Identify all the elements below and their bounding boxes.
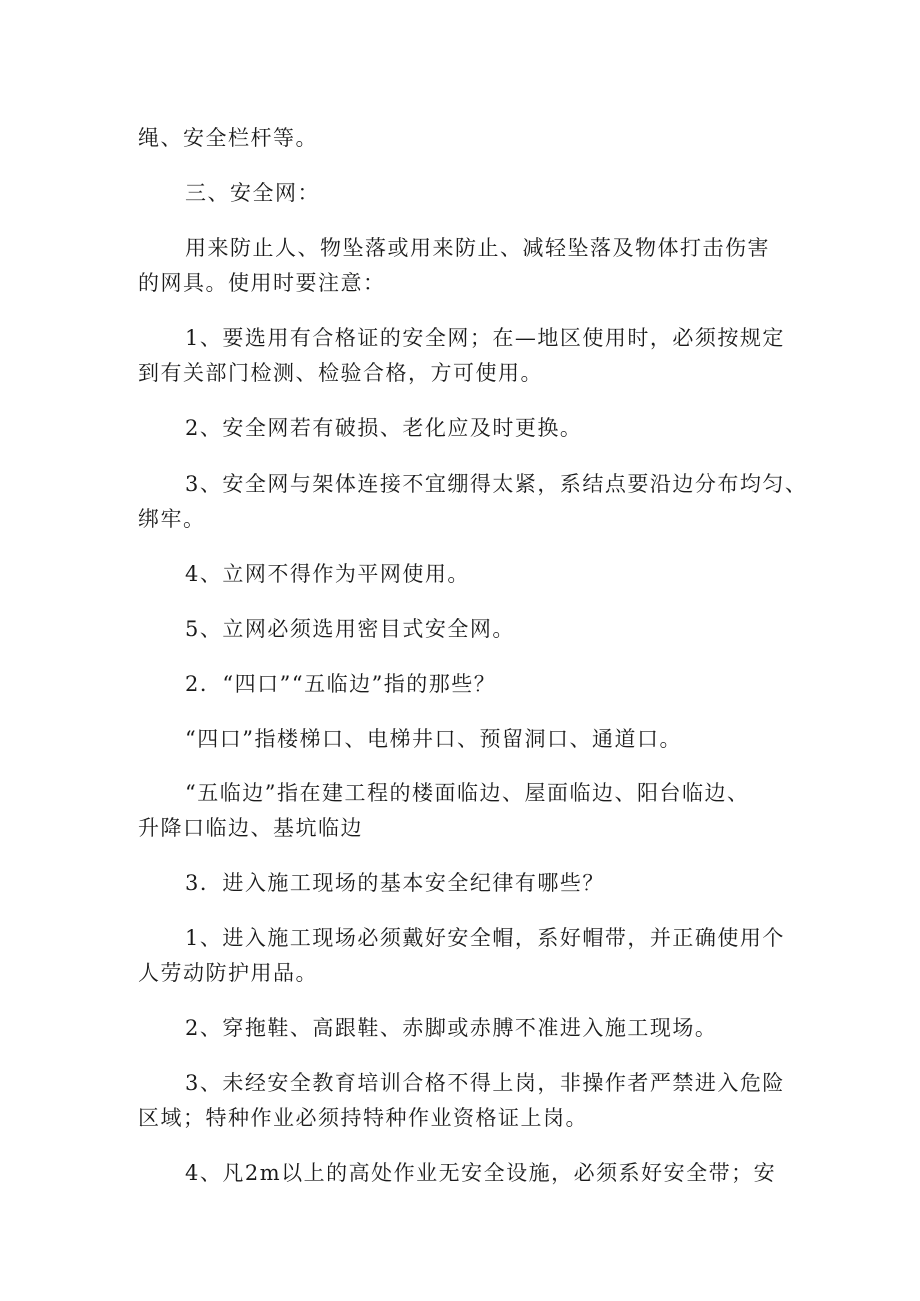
text-line: 用来防止人、物坠落或用来防止、减轻坠落及物体打击伤害 <box>185 236 770 260</box>
text-line: “五临边”指在建工程的楼面临边、屋面临边、阳台临边、 <box>185 781 750 805</box>
text-line: 区域；特种作业必须持特种作业资格证上岗。 <box>138 1106 588 1130</box>
text-line: 3、安全网与架体连接不宜绷得太紧，系结点要沿边分布均匀、 <box>185 472 808 496</box>
text-line: 绑牢。 <box>138 507 206 531</box>
text-line: 1、进入施工现场必须戴好安全帽，系好帽带，并正确使用个 <box>185 926 785 950</box>
text-line: 升降口临边、基坑临边 <box>138 816 363 840</box>
section-heading: 三、安全网： <box>185 181 320 205</box>
text-line: 2、穿拖鞋、高跟鞋、赤脚或赤膊不准进入施工现场。 <box>185 1016 718 1040</box>
question-heading: 3．进入施工现场的基本安全纪律有哪些？ <box>185 871 605 895</box>
text-line: 5、立网必须选用密目式安全网。 <box>185 617 515 641</box>
text-line: 2、安全网若有破损、老化应及时更换。 <box>185 416 583 440</box>
text-line: 4、立网不得作为平网使用。 <box>185 562 470 586</box>
question-heading: 2．“四口”“五临边”指的那些？ <box>185 672 497 696</box>
text-line: 到有关部门检测、检验合格，方可使用。 <box>138 361 543 385</box>
text-line: 绳、安全栏杆等。 <box>138 126 318 150</box>
text-line: 1、要选用有合格证的安全网；在—地区使用时，必须按规定 <box>185 326 785 350</box>
text-line: 人劳动防护用品。 <box>138 961 318 985</box>
text-line: 3、未经安全教育培训合格不得上岗，非操作者严禁进入危险 <box>185 1071 785 1095</box>
text-line: “四口”指楼梯口、电梯井口、预留洞口、通道口。 <box>185 727 682 751</box>
text-line: 的网具。使用时要注意： <box>138 271 386 295</box>
text-line: 4、凡2m以上的高处作业无安全设施，必须系好安全带；安 <box>185 1161 777 1185</box>
